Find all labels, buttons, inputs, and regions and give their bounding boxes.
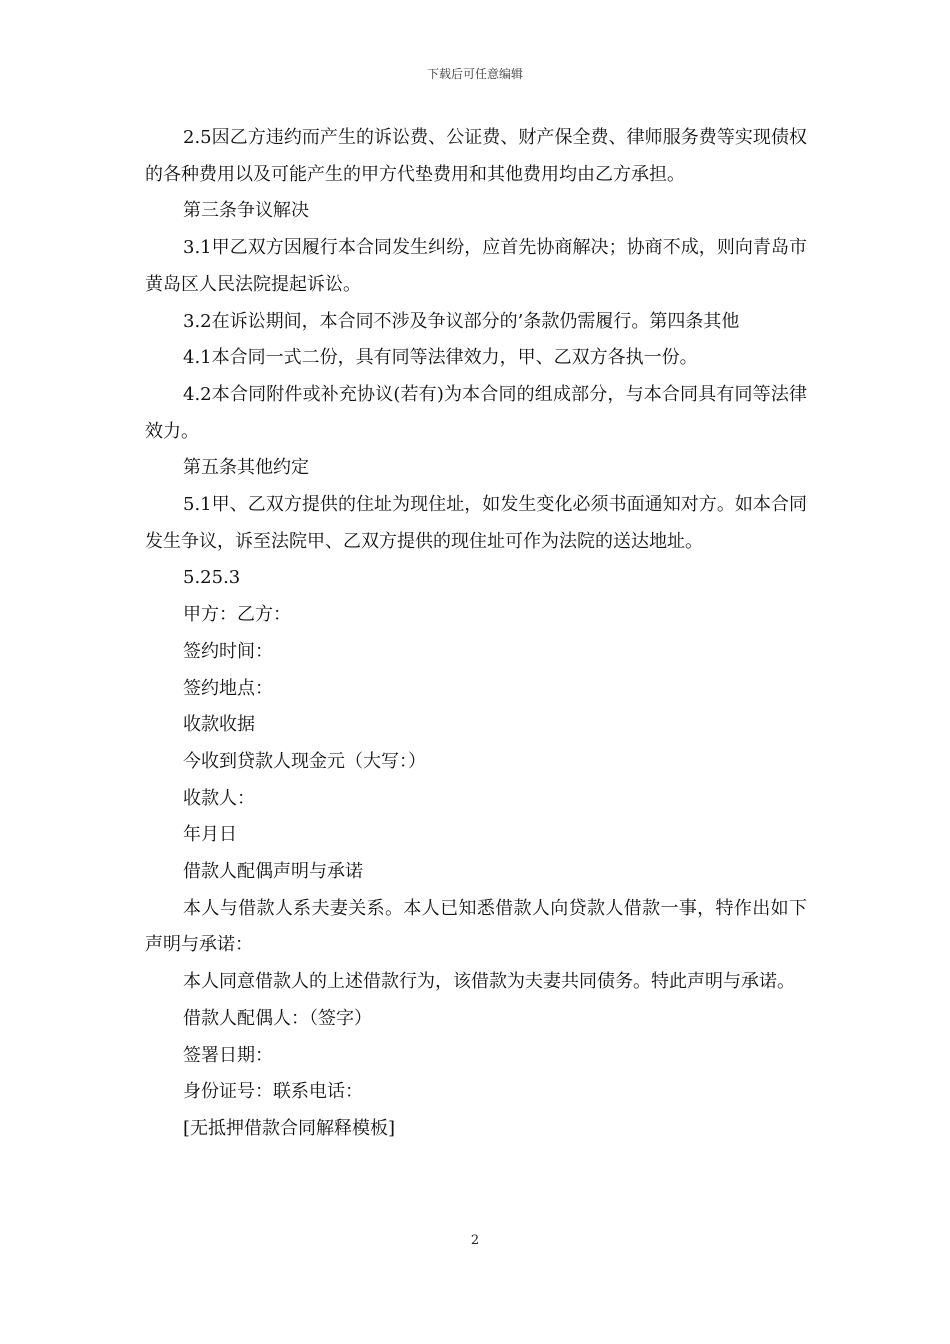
signing-date: 签署日期： <box>183 1044 273 1066</box>
page-number: 2 <box>470 1233 480 1248</box>
paragraph-5-1: 5.1甲、乙双方提供的住址为现住址，如发生变化必须书面通知对方。如本合同发生争议，诉至法院甲、乙双方提供的现住址可作为法院的送达地址。 <box>145 494 807 552</box>
signing-place: 签约地点： <box>183 677 273 699</box>
spouse-statement-consent: 本人同意借款人的上述借款行为，该借款为夫妻共同债务。特此声明与承诺。 <box>183 971 795 993</box>
paragraph-3-1: 3.1甲乙双方因履行本合同发生纠纷，应首先协商解决；协商不成，则向青岛市黄岛区人民法院提起诉讼。 <box>145 237 807 295</box>
paragraph-4-1: 4.1本合同一式二份，具有同等法律效力，甲、乙双方各执一份。 <box>183 347 698 369</box>
receipt-date: 年月日 <box>183 824 237 846</box>
receipt-title: 收款收据 <box>183 714 255 736</box>
party-signatures: 甲方：乙方： <box>183 604 291 626</box>
receipt-payee: 收款人： <box>183 787 255 809</box>
spouse-signature: 借款人配偶人：（签字） <box>183 1007 372 1029</box>
spouse-statement-intro: 本人与借款人系夫妻关系。本人已知悉借款人向贷款人借款一事，特作出如下声明与承诺： <box>145 897 807 956</box>
document-body <box>145 120 807 1148</box>
id-and-phone: 身份证号：联系电话： <box>183 1081 363 1103</box>
heading-article-5: 第五条其他约定 <box>183 457 309 479</box>
template-note: [无抵押借款合同解释模板] <box>183 1117 396 1139</box>
page-header: 下载后可任意编辑 <box>426 67 523 81</box>
paragraph-2-5: 2.5因乙方违约而产生的诉讼费、公证费、财产保全费、律师服务费等实现债权的各种费用以及可能产生的甲方代垫费用和其他费用均由乙方承担。 <box>145 127 807 185</box>
paragraph-5-2-5-3: 5.25.3 <box>183 567 241 589</box>
paragraph-4-2: 4.2本合同附件或补充协议(若有)为本合同的组成部分，与本合同具有同等法律效力。 <box>145 383 807 442</box>
spouse-statement-title: 借款人配偶声明与承诺 <box>183 861 363 883</box>
receipt-amount: 今收到贷款人现金元（大写：） <box>183 750 426 772</box>
signing-time: 签约时间： <box>183 640 273 662</box>
paragraph-3-2: 3.2在诉讼期间，本合同不涉及争议部分的’条款仍需履行。第四条其他 <box>183 310 740 332</box>
heading-article-3: 第三条争议解决 <box>183 200 309 222</box>
